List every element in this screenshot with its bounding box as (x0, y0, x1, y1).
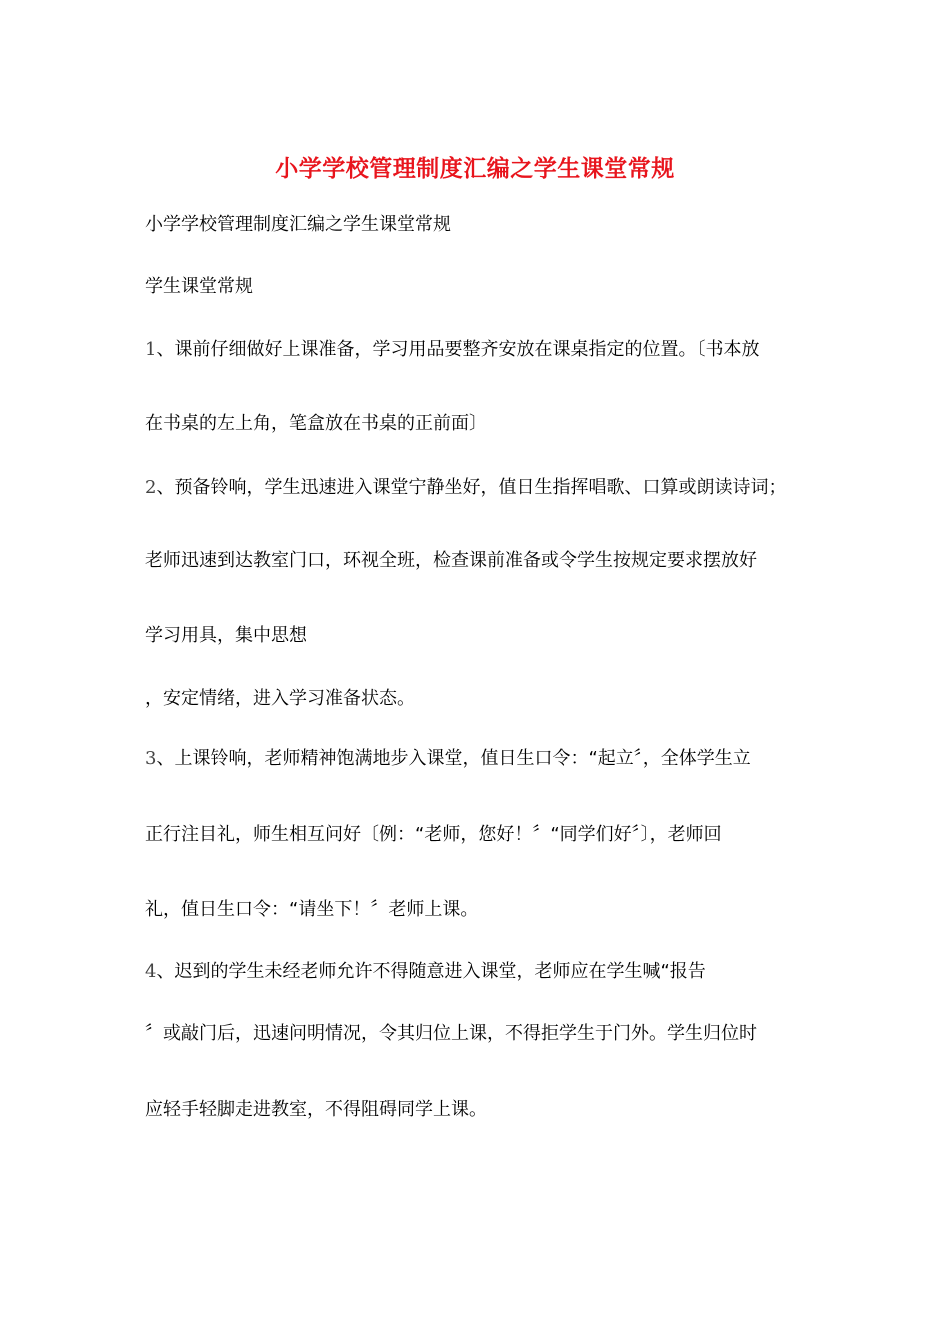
line-text: 正行注目礼，师生相互问好〔例：“老师，您好！〞“同学们好〞〕，老师回 (145, 824, 722, 845)
paragraph-line (145, 959, 706, 985)
paragraph-line (145, 1021, 757, 1047)
line-text: 、上课铃响，老师精神饱满地步入课堂，值日生口令：“起立〞，全体学生立 (156, 748, 751, 769)
paragraph-line (145, 548, 757, 574)
paragraph-line (145, 897, 478, 923)
paragraph-line (145, 822, 722, 848)
line-text: 应轻手轻脚走进教室，不得阻碍同学上课。 (145, 1099, 487, 1120)
line-text: 老师迅速到达教室门口，环视全班，检查课前准备或令学生按规定要求摆放好 (145, 550, 757, 571)
line-text: 、迟到的学生未经老师允许不得随意进入课堂，老师应在学生喊“报告 (156, 961, 706, 982)
line-text: 在书桌的左上角，笔盒放在书桌的正前面〕 (145, 413, 487, 434)
document-title: 小学学校管理制度汇编之学生课堂常规 (275, 155, 675, 182)
paragraph-line (145, 411, 487, 437)
rule-number: 4 (145, 961, 157, 982)
rule-number: 1 (145, 339, 157, 360)
paragraph-line (145, 337, 759, 363)
rule-number: 3 (145, 748, 157, 769)
line-text: 〞或敲门后，迅速问明情况，令其归位上课，不得拒学生于门外。学生归位时 (145, 1023, 757, 1044)
line-text: ，安定情绪，进入学习准备状态。 (145, 688, 415, 709)
document-subtitle: 小学学校管理制度汇编之学生课堂常规 (145, 214, 451, 235)
line-text: 礼，值日生口令：“请坐下！〞老师上课。 (145, 899, 479, 920)
line-text: 学习用具，集中思想 (145, 625, 307, 646)
paragraph-line (145, 746, 751, 772)
paragraph-line (145, 623, 307, 649)
section-heading: 学生课堂常规 (145, 276, 253, 297)
paragraph-line (145, 1097, 487, 1123)
paragraph-line (145, 475, 786, 501)
rule-number: 2 (145, 477, 157, 498)
paragraph-line (145, 686, 415, 712)
line-text: 、预备铃响，学生迅速进入课堂宁静坐好，值日生指挥唱歌、口算或朗读诗词； (156, 477, 787, 498)
line-text: 、课前仔细做好上课准备，学习用品要整齐安放在课桌指定的位置。〔书本放 (156, 339, 760, 360)
